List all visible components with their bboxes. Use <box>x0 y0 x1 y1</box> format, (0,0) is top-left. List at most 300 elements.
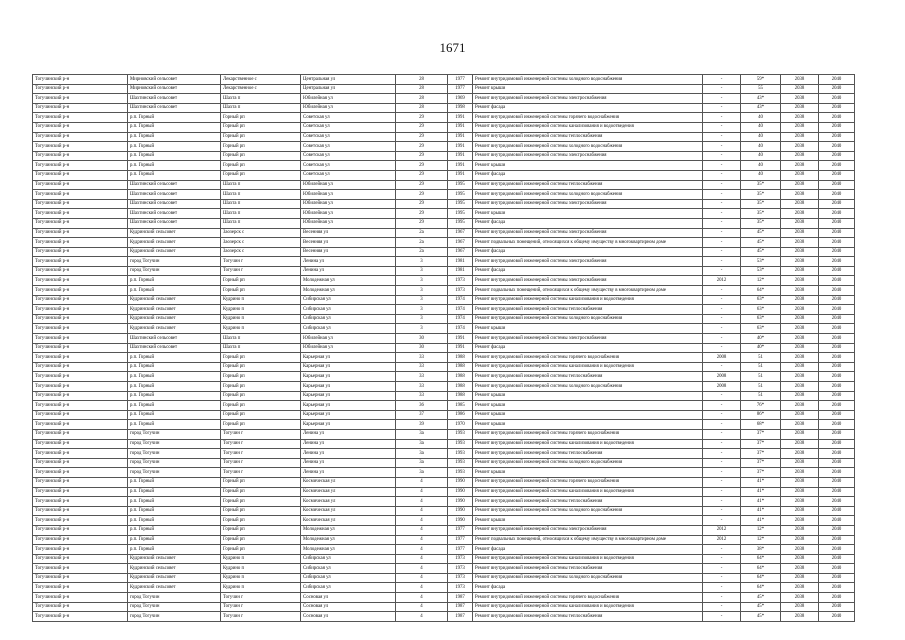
cell-street: Юбилейная ул <box>301 180 396 190</box>
cell-last-repair-year: - <box>703 401 741 411</box>
table-row <box>33 564 855 574</box>
table-row <box>33 84 855 94</box>
cell-start-year: 2038 <box>781 238 819 248</box>
table-row <box>33 170 855 180</box>
cell-district: Тогучинский р-н <box>33 487 128 497</box>
cell-district: Тогучинский р-н <box>33 535 128 545</box>
cell-last-repair-year: - <box>703 151 741 161</box>
cell-street: Ленина ул <box>301 458 396 468</box>
cell-work-type: Ремонт внутридомовой инженерной системы теплоснабжения <box>473 612 703 622</box>
cell-street: Молодежная ул <box>301 286 396 296</box>
cell-street: Космическая ул <box>301 516 396 526</box>
cell-municipality: город Тогучин <box>128 468 221 478</box>
cell-build-year: 1981 <box>448 257 473 267</box>
cell-wear-percent: 64* <box>741 573 781 583</box>
cell-build-year: 1973 <box>448 583 473 593</box>
cell-municipality: Мирновский сельсовет <box>128 75 221 85</box>
cell-build-year: 1977 <box>448 84 473 94</box>
cell-work-type: Ремонт внутридомовой инженерной системы канализования и водоотведения <box>473 362 703 372</box>
cell-house-number: 37 <box>396 410 448 420</box>
cell-last-repair-year: - <box>703 554 741 564</box>
cell-last-repair-year: - <box>703 324 741 334</box>
cell-house-number: 3 <box>396 276 448 286</box>
cell-municipality: Кудринский сельсовет <box>128 247 221 257</box>
cell-last-repair-year: 2012 <box>703 276 741 286</box>
cell-house-number: 2а <box>396 247 448 257</box>
cell-district: Тогучинский р-н <box>33 545 128 555</box>
cell-district: Тогучинский р-н <box>33 593 128 603</box>
cell-house-number: 29 <box>396 151 448 161</box>
cell-settlement: Горный рп <box>221 487 301 497</box>
cell-start-year: 2038 <box>781 142 819 152</box>
cell-district: Тогучинский р-н <box>33 612 128 622</box>
cell-work-type: Ремонт внутридомовой инженерной системы канализования и водоотведения <box>473 295 703 305</box>
cell-district: Тогучинский р-н <box>33 190 128 200</box>
cell-house-number: 33 <box>396 362 448 372</box>
cell-start-year: 2038 <box>781 305 819 315</box>
cell-street: Карьерная ул <box>301 401 396 411</box>
cell-municipality: город Тогучин <box>128 257 221 267</box>
table-row <box>33 458 855 468</box>
table-row <box>33 449 855 459</box>
cell-build-year: 1988 <box>448 382 473 392</box>
cell-house-number: 4 <box>396 602 448 612</box>
cell-street: Сибирская ул <box>301 295 396 305</box>
cell-work-type: Ремонт крыши <box>473 468 703 478</box>
cell-municipality: р.п. Горный <box>128 113 221 123</box>
cell-end-year: 2040 <box>819 554 855 564</box>
cell-last-repair-year: - <box>703 113 741 123</box>
cell-wear-percent: 40 <box>741 161 781 171</box>
cell-wear-percent: 43* <box>741 94 781 104</box>
cell-start-year: 2038 <box>781 506 819 516</box>
cell-work-type: Ремонт внутридомовой инженерной системы теплоснабжения <box>473 564 703 574</box>
cell-municipality: Шахтинский сельсовет <box>128 103 221 113</box>
cell-district: Тогучинский р-н <box>33 295 128 305</box>
cell-municipality: Кудринский сельсовет <box>128 324 221 334</box>
table-row <box>33 362 855 372</box>
cell-build-year: 1967 <box>448 247 473 257</box>
cell-street: Сосновая ул <box>301 612 396 622</box>
cell-end-year: 2040 <box>819 497 855 507</box>
cell-house-number: 3 <box>396 314 448 324</box>
cell-municipality: р.п. Горный <box>128 497 221 507</box>
cell-municipality: р.п. Горный <box>128 142 221 152</box>
cell-municipality: р.п. Горный <box>128 410 221 420</box>
cell-district: Тогучинский р-н <box>33 266 128 276</box>
cell-last-repair-year: - <box>703 429 741 439</box>
cell-work-type: Ремонт фасада <box>473 247 703 257</box>
cell-municipality: город Тогучин <box>128 429 221 439</box>
cell-municipality: Кудринский сельсовет <box>128 295 221 305</box>
cell-district: Тогучинский р-н <box>33 122 128 132</box>
cell-street: Ленина ул <box>301 429 396 439</box>
cell-house-number: 30 <box>396 343 448 353</box>
cell-municipality: Кудринский сельсовет <box>128 314 221 324</box>
cell-last-repair-year: - <box>703 199 741 209</box>
cell-house-number: 3 <box>396 295 448 305</box>
cell-settlement: Горный рп <box>221 410 301 420</box>
cell-wear-percent: 40* <box>741 343 781 353</box>
cell-district: Тогучинский р-н <box>33 391 128 401</box>
cell-street: Карьерная ул <box>301 420 396 430</box>
cell-start-year: 2038 <box>781 593 819 603</box>
cell-last-repair-year: - <box>703 209 741 219</box>
cell-end-year: 2040 <box>819 516 855 526</box>
cell-settlement: Горный рп <box>221 161 301 171</box>
cell-work-type: Ремонт подвальных помещений, относящихся к общему имуществу в многоквартирном доме <box>473 238 703 248</box>
cell-wear-percent: 45* <box>741 238 781 248</box>
cell-street: Сибирская ул <box>301 564 396 574</box>
cell-build-year: 1990 <box>448 516 473 526</box>
table-row <box>33 583 855 593</box>
cell-last-repair-year: - <box>703 487 741 497</box>
cell-wear-percent: 12* <box>741 525 781 535</box>
table-row <box>33 209 855 219</box>
cell-district: Тогучинский р-н <box>33 199 128 209</box>
cell-settlement: Горный рп <box>221 401 301 411</box>
cell-municipality: Кудринский сельсовет <box>128 583 221 593</box>
cell-work-type: Ремонт внутридомовой инженерной системы электроснабжения <box>473 257 703 267</box>
cell-start-year: 2038 <box>781 525 819 535</box>
cell-end-year: 2040 <box>819 276 855 286</box>
cell-end-year: 2040 <box>819 161 855 171</box>
cell-street: Ленина ул <box>301 439 396 449</box>
cell-build-year: 1998 <box>448 103 473 113</box>
cell-street: Космическая ул <box>301 477 396 487</box>
cell-municipality: р.п. Горный <box>128 391 221 401</box>
cell-start-year: 2038 <box>781 573 819 583</box>
cell-end-year: 2040 <box>819 343 855 353</box>
cell-end-year: 2040 <box>819 113 855 123</box>
cell-build-year: 1986 <box>448 410 473 420</box>
cell-wear-percent: 37* <box>741 439 781 449</box>
cell-settlement: Тогучин г <box>221 593 301 603</box>
cell-start-year: 2038 <box>781 391 819 401</box>
cell-street: Ленина ул <box>301 449 396 459</box>
cell-end-year: 2040 <box>819 132 855 142</box>
cell-settlement: Горный рп <box>221 151 301 161</box>
cell-last-repair-year: - <box>703 410 741 420</box>
cell-municipality: р.п. Горный <box>128 170 221 180</box>
cell-district: Тогучинский р-н <box>33 497 128 507</box>
cell-build-year: 1977 <box>448 525 473 535</box>
cell-municipality: город Тогучин <box>128 266 221 276</box>
cell-municipality: р.п. Горный <box>128 477 221 487</box>
cell-build-year: 1993 <box>448 449 473 459</box>
cell-house-number: 29 <box>396 161 448 171</box>
cell-end-year: 2040 <box>819 314 855 324</box>
cell-work-type: Ремонт крыши <box>473 84 703 94</box>
cell-street: Карьерная ул <box>301 410 396 420</box>
cell-district: Тогучинский р-н <box>33 458 128 468</box>
cell-last-repair-year: - <box>703 84 741 94</box>
cell-settlement: Шахта п <box>221 180 301 190</box>
cell-build-year: 1995 <box>448 190 473 200</box>
cell-build-year: 1993 <box>448 439 473 449</box>
cell-district: Тогучинский р-н <box>33 142 128 152</box>
table-row <box>33 286 855 296</box>
cell-work-type: Ремонт крыши <box>473 209 703 219</box>
cell-house-number: 4 <box>396 573 448 583</box>
cell-district: Тогучинский р-н <box>33 439 128 449</box>
cell-wear-percent: 41* <box>741 516 781 526</box>
cell-work-type: Ремонт внутридомовой инженерной системы холодного водоснабжения <box>473 75 703 85</box>
cell-wear-percent: 51 <box>741 391 781 401</box>
table-row <box>33 103 855 113</box>
cell-last-repair-year: - <box>703 583 741 593</box>
cell-work-type: Ремонт внутридомовой инженерной системы канализования и водоотведения <box>473 487 703 497</box>
cell-settlement: Тогучин г <box>221 468 301 478</box>
cell-municipality: р.п. Горный <box>128 353 221 363</box>
cell-house-number: 29 <box>396 218 448 228</box>
cell-last-repair-year: - <box>703 391 741 401</box>
cell-build-year: 1967 <box>448 228 473 238</box>
cell-start-year: 2038 <box>781 554 819 564</box>
cell-wear-percent: 51 <box>741 372 781 382</box>
cell-district: Тогучинский р-н <box>33 506 128 516</box>
cell-last-repair-year: - <box>703 218 741 228</box>
cell-build-year: 1985 <box>448 401 473 411</box>
cell-start-year: 2038 <box>781 180 819 190</box>
cell-house-number: 4 <box>396 487 448 497</box>
cell-district: Тогучинский р-н <box>33 554 128 564</box>
cell-house-number: 4 <box>396 506 448 516</box>
cell-wear-percent: 40 <box>741 151 781 161</box>
table-row <box>33 324 855 334</box>
cell-house-number: 3а <box>396 439 448 449</box>
cell-last-repair-year: - <box>703 458 741 468</box>
cell-street: Советская ул <box>301 170 396 180</box>
cell-work-type: Ремонт внутридомовой инженерной системы горячего водоснабжения <box>473 477 703 487</box>
cell-municipality: Шахтинский сельсовет <box>128 190 221 200</box>
cell-street: Советская ул <box>301 142 396 152</box>
cell-build-year: 1991 <box>448 151 473 161</box>
cell-last-repair-year: - <box>703 132 741 142</box>
cell-end-year: 2040 <box>819 401 855 411</box>
cell-settlement: Тогучин г <box>221 449 301 459</box>
cell-street: Сибирская ул <box>301 573 396 583</box>
cell-last-repair-year: - <box>703 122 741 132</box>
cell-district: Тогучинский р-н <box>33 372 128 382</box>
cell-settlement: Горный рп <box>221 516 301 526</box>
cell-end-year: 2040 <box>819 372 855 382</box>
cell-last-repair-year: - <box>703 477 741 487</box>
cell-district: Тогучинский р-н <box>33 420 128 430</box>
cell-district: Тогучинский р-н <box>33 238 128 248</box>
cell-last-repair-year: - <box>703 545 741 555</box>
cell-district: Тогучинский р-н <box>33 84 128 94</box>
cell-wear-percent: 86* <box>741 410 781 420</box>
cell-house-number: 3 <box>396 266 448 276</box>
cell-house-number: 4 <box>396 535 448 545</box>
cell-district: Тогучинский р-н <box>33 75 128 85</box>
cell-work-type: Ремонт фасада <box>473 218 703 228</box>
cell-municipality: р.п. Горный <box>128 276 221 286</box>
cell-wear-percent: 76* <box>741 401 781 411</box>
cell-municipality: р.п. Горный <box>128 286 221 296</box>
table-row <box>33 516 855 526</box>
cell-wear-percent: 59* <box>741 75 781 85</box>
cell-end-year: 2040 <box>819 612 855 622</box>
cell-work-type: Ремонт подвальных помещений, относящихся к общему имуществу в многоквартирном доме <box>473 535 703 545</box>
cell-settlement: Кудрино п <box>221 554 301 564</box>
cell-end-year: 2040 <box>819 391 855 401</box>
cell-district: Тогучинский р-н <box>33 276 128 286</box>
cell-work-type: Ремонт внутридомовой инженерной системы электроснабжения <box>473 228 703 238</box>
cell-municipality: р.п. Горный <box>128 122 221 132</box>
cell-street: Молодежная ул <box>301 525 396 535</box>
cell-start-year: 2038 <box>781 286 819 296</box>
cell-settlement: Горный рп <box>221 362 301 372</box>
cell-start-year: 2038 <box>781 266 819 276</box>
cell-district: Тогучинский р-н <box>33 477 128 487</box>
cell-last-repair-year: - <box>703 362 741 372</box>
cell-municipality: город Тогучин <box>128 602 221 612</box>
cell-work-type: Ремонт внутридомовой инженерной системы электроснабжения <box>473 276 703 286</box>
cell-start-year: 2038 <box>781 487 819 497</box>
cell-wear-percent: 64* <box>741 564 781 574</box>
cell-end-year: 2040 <box>819 362 855 372</box>
cell-municipality: р.п. Горный <box>128 420 221 430</box>
cell-wear-percent: 53* <box>741 266 781 276</box>
cell-settlement: Горный рп <box>221 122 301 132</box>
cell-settlement: Горный рп <box>221 545 301 555</box>
cell-municipality: Кудринский сельсовет <box>128 305 221 315</box>
cell-wear-percent: 35* <box>741 218 781 228</box>
cell-house-number: 4 <box>396 545 448 555</box>
cell-settlement: Заозерск с <box>221 238 301 248</box>
table-row <box>33 238 855 248</box>
table-row <box>33 506 855 516</box>
cell-municipality: р.п. Горный <box>128 487 221 497</box>
cell-municipality: Шахтинский сельсовет <box>128 334 221 344</box>
cell-work-type: Ремонт фасада <box>473 103 703 113</box>
cell-settlement: Горный рп <box>221 113 301 123</box>
cell-work-type: Ремонт фасада <box>473 545 703 555</box>
cell-start-year: 2038 <box>781 516 819 526</box>
cell-build-year: 1970 <box>448 420 473 430</box>
cell-settlement: Горный рп <box>221 506 301 516</box>
cell-house-number: 30 <box>396 334 448 344</box>
cell-end-year: 2040 <box>819 535 855 545</box>
cell-build-year: 1981 <box>448 266 473 276</box>
cell-street: Карьерная ул <box>301 362 396 372</box>
cell-start-year: 2038 <box>781 420 819 430</box>
table-row <box>33 75 855 85</box>
table-row <box>33 132 855 142</box>
cell-settlement: Горный рп <box>221 142 301 152</box>
cell-house-number: 4 <box>396 554 448 564</box>
cell-end-year: 2040 <box>819 458 855 468</box>
cell-street: Карьерная ул <box>301 353 396 363</box>
cell-end-year: 2040 <box>819 525 855 535</box>
cell-end-year: 2040 <box>819 382 855 392</box>
cell-street: Советская ул <box>301 132 396 142</box>
table-row <box>33 295 855 305</box>
cell-end-year: 2040 <box>819 228 855 238</box>
cell-end-year: 2040 <box>819 477 855 487</box>
cell-municipality: р.п. Горный <box>128 506 221 516</box>
cell-municipality: р.п. Горный <box>128 401 221 411</box>
cell-start-year: 2038 <box>781 199 819 209</box>
cell-last-repair-year: 2008 <box>703 353 741 363</box>
table-row <box>33 410 855 420</box>
cell-build-year: 1991 <box>448 113 473 123</box>
table-row <box>33 439 855 449</box>
cell-street: Карьерная ул <box>301 372 396 382</box>
cell-municipality: Шахтинский сельсовет <box>128 199 221 209</box>
cell-street: Космическая ул <box>301 506 396 516</box>
table-row <box>33 420 855 430</box>
cell-build-year: 1993 <box>448 468 473 478</box>
cell-start-year: 2038 <box>781 94 819 104</box>
cell-build-year: 1973 <box>448 573 473 583</box>
cell-wear-percent: 55 <box>741 84 781 94</box>
cell-end-year: 2040 <box>819 429 855 439</box>
cell-municipality: Шахтинский сельсовет <box>128 343 221 353</box>
cell-wear-percent: 45* <box>741 247 781 257</box>
cell-district: Тогучинский р-н <box>33 324 128 334</box>
cell-start-year: 2038 <box>781 458 819 468</box>
cell-start-year: 2038 <box>781 449 819 459</box>
table-row <box>33 161 855 171</box>
cell-settlement: Горный рп <box>221 477 301 487</box>
cell-start-year: 2038 <box>781 113 819 123</box>
cell-work-type: Ремонт внутридомовой инженерной системы электроснабжения <box>473 334 703 344</box>
cell-build-year: 1977 <box>448 75 473 85</box>
cell-start-year: 2038 <box>781 151 819 161</box>
cell-district: Тогучинский р-н <box>33 305 128 315</box>
cell-house-number: 33 <box>396 391 448 401</box>
cell-municipality: р.п. Горный <box>128 161 221 171</box>
cell-start-year: 2038 <box>781 477 819 487</box>
cell-district: Тогучинский р-н <box>33 602 128 612</box>
cell-wear-percent: 37* <box>741 458 781 468</box>
cell-municipality: Шахтинский сельсовет <box>128 209 221 219</box>
table-row <box>33 573 855 583</box>
cell-wear-percent: 37* <box>741 468 781 478</box>
cell-last-repair-year: - <box>703 161 741 171</box>
table-row <box>33 314 855 324</box>
cell-municipality: р.п. Горный <box>128 525 221 535</box>
cell-start-year: 2038 <box>781 602 819 612</box>
cell-work-type: Ремонт внутридомовой инженерной системы теплоснабжения <box>473 497 703 507</box>
cell-wear-percent: 63* <box>741 305 781 315</box>
cell-last-repair-year: - <box>703 295 741 305</box>
cell-end-year: 2040 <box>819 602 855 612</box>
cell-house-number: 29 <box>396 199 448 209</box>
cell-start-year: 2038 <box>781 257 819 267</box>
table-row <box>33 305 855 315</box>
cell-street: Ленина ул <box>301 257 396 267</box>
cell-build-year: 1990 <box>448 506 473 516</box>
cell-district: Тогучинский р-н <box>33 314 128 324</box>
table-row <box>33 545 855 555</box>
cell-last-repair-year: - <box>703 593 741 603</box>
cell-build-year: 1987 <box>448 612 473 622</box>
cell-work-type: Ремонт внутридомовой инженерной системы канализования и водоотведения <box>473 122 703 132</box>
cell-last-repair-year: - <box>703 497 741 507</box>
cell-street: Советская ул <box>301 161 396 171</box>
cell-municipality: город Тогучин <box>128 458 221 468</box>
cell-work-type: Ремонт внутридомовой инженерной системы теплоснабжения <box>473 372 703 382</box>
cell-district: Тогучинский р-н <box>33 573 128 583</box>
cell-settlement: Тогучин г <box>221 458 301 468</box>
cell-house-number: 36 <box>396 401 448 411</box>
cell-work-type: Ремонт внутридомовой инженерной системы холодного водоснабжения <box>473 506 703 516</box>
cell-street: Сибирская ул <box>301 305 396 315</box>
